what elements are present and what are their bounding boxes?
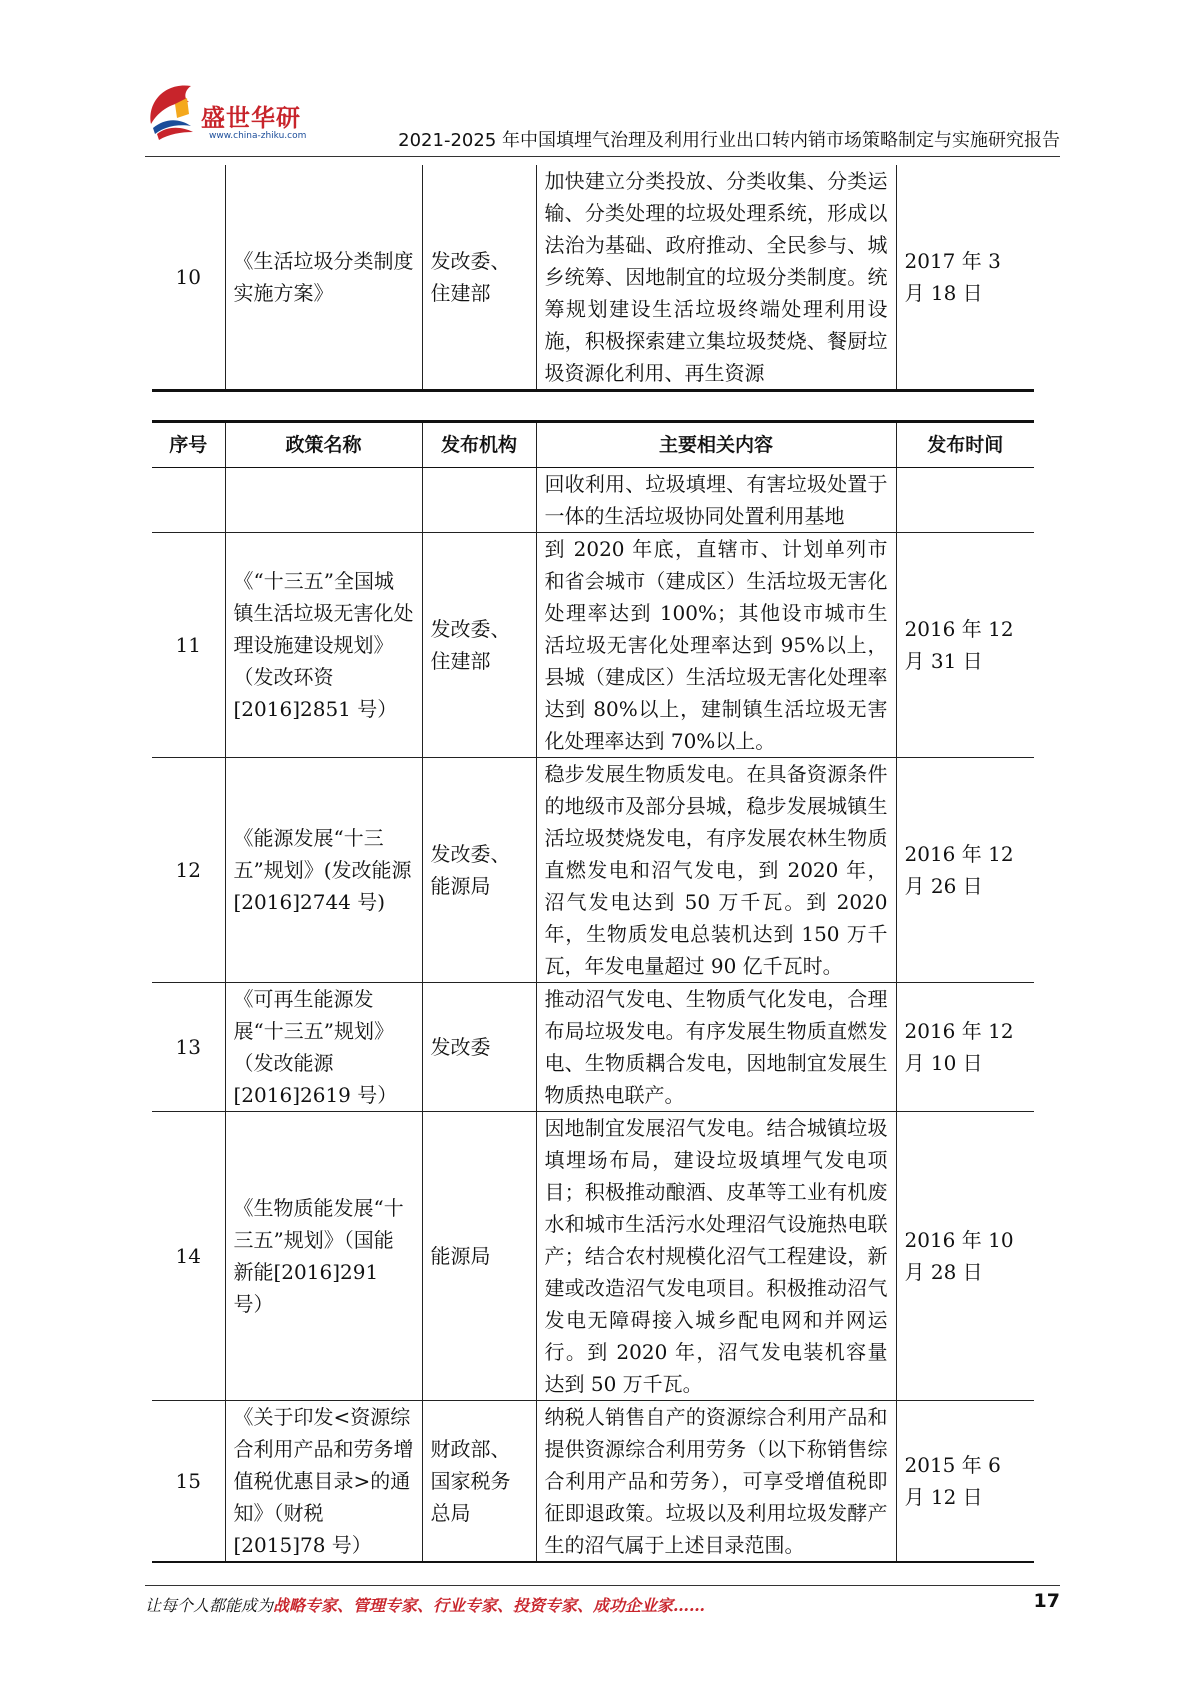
row-number: 10: [152, 165, 225, 391]
page-header: [145, 80, 1060, 160]
logo-url: www.china-zhiku.com: [209, 131, 307, 141]
row-number: 12: [152, 758, 225, 983]
header-policy-name: 政策名称: [225, 422, 422, 468]
policy-content: 稳步发展生物质发电。在具备资源条件的地级市及部分县城，稳步发展城镇生活垃圾焚烧发电，有序发展农林生物质直燃发电和沼气发电，到 2020 年，沼气发电达到 50 万千瓦。到 2020 年，生物质发电总装机达到 150 万千瓦，年发电量超过 90 亿千瓦时。: [536, 758, 896, 983]
header-divider: [145, 156, 1060, 157]
policy-name: [225, 468, 422, 533]
issue-date: 2016 年 12 月 10 日: [896, 983, 1034, 1112]
issue-date: 2017 年 3 月 18 日: [896, 165, 1034, 391]
policy-content: 纳税人销售自产的资源综合利用产品和提供资源综合利用劳务（以下称销售综合利用产品和劳务），可享受增值税即征即退政策。垃圾以及利用垃圾发酵产生的沼气属于上述目录范围。: [536, 1401, 896, 1563]
policy-name: 《生物质能发展“十三五”规划》（国能新能[2016]291 号）: [225, 1112, 422, 1401]
header-agency: 发布机构: [422, 422, 536, 468]
issuing-agency: [422, 468, 536, 533]
issuing-agency: 发改委、住建部: [422, 533, 536, 758]
policy-content: 回收利用、垃圾填埋、有害垃圾处置于一体的生活垃圾协同处置利用基地: [536, 468, 896, 533]
table-header-row: [152, 422, 1034, 468]
issue-date: [896, 468, 1034, 533]
row-number: [152, 468, 225, 533]
policy-name: 《可再生能源发展“十三五”规划》（发改能源[2016]2619 号）: [225, 983, 422, 1112]
issuing-agency: 发改委: [422, 983, 536, 1112]
issue-date: 2016 年 12 月 31 日: [896, 533, 1034, 758]
table-row: [152, 983, 1034, 1112]
issuing-agency: 发改委、住建部: [422, 165, 536, 391]
table-row: [152, 165, 1034, 391]
footer-slogan-highlight: 战略专家、管理专家、行业专家、投资专家、成功企业家……: [273, 1596, 706, 1615]
report-title: 2021-2025 年中国填埋气治理及利用行业出口转内销市场策略制定与实施研究报告: [398, 130, 1060, 151]
issue-date: 2015 年 6 月 12 日: [896, 1401, 1034, 1563]
issuing-agency: 发改委、能源局: [422, 758, 536, 983]
issue-date: 2016 年 10 月 28 日: [896, 1112, 1034, 1401]
row-number: 15: [152, 1401, 225, 1563]
header-content: 主要相关内容: [536, 422, 896, 468]
policy-content: 因地制宜发展沼气发电。结合城镇垃圾填埋场布局，建设垃圾填埋气发电项目；积极推动酿酒、皮革等工业有机废水和城市生活污水处理沼气设施热电联产；结合农村规模化沼气工程建设，新建或改造沼气发电项目。积极推动沼气发电无障碍接入城乡配电网和并网运行。到 2020 年，沼气发电装机容量达到 50 万千瓦。: [536, 1112, 896, 1401]
logo-emblem-icon: [145, 80, 205, 142]
policy-name: 《生活垃圾分类制度实施方案》: [225, 165, 422, 391]
table-row: [152, 533, 1034, 758]
issuing-agency: 能源局: [422, 1112, 536, 1401]
table-row: [152, 1401, 1034, 1563]
table-row: [152, 758, 1034, 983]
row-number: 13: [152, 983, 225, 1112]
policy-name: 《“十三五”全国城镇生活垃圾无害化处理设施建设规划》（发改环资[2016]2851 号）: [225, 533, 422, 758]
company-logo: [145, 80, 315, 150]
policy-content: 推动沼气发电、生物质气化发电，合理布局垃圾发电。有序发展生物质直燃发电、生物质耦合发电，因地制宜发展生物质热电联产。: [536, 983, 896, 1112]
footer-slogan: [145, 1593, 705, 1616]
logo-name: 盛世华研: [201, 104, 301, 132]
table-row: [152, 1112, 1034, 1401]
policy-name: 《关于印发<资源综合利用产品和劳务增值税优惠目录>的通知》（财税[2015]78 号）: [225, 1401, 422, 1563]
policy-table-continued: [152, 165, 1034, 392]
table-row: [152, 468, 1034, 533]
policy-content: 到 2020 年底，直辖市、计划单列市和省会城市（建成区）生活垃圾无害化处理率达到 100%；其他设市城市生活垃圾无害化处理率达到 95%以上，县城（建成区）生活垃圾无害化处理率达到 80%以上，建制镇生活垃圾无害化处理率达到 70%以上。: [536, 533, 896, 758]
row-number: 11: [152, 533, 225, 758]
header-date: 发布时间: [896, 422, 1034, 468]
header-number: 序号: [152, 422, 225, 468]
footer-slogan-lead: 让每个人都能成为: [145, 1596, 274, 1615]
issuing-agency: 财政部、国家税务总局: [422, 1401, 536, 1563]
footer-divider: [145, 1585, 1060, 1586]
policy-name: 《能源发展“十三五”规划》(发改能源[2016]2744 号): [225, 758, 422, 983]
row-number: 14: [152, 1112, 225, 1401]
page-number: 17: [1033, 1590, 1060, 1612]
policy-table: [152, 420, 1034, 1563]
issue-date: 2016 年 12 月 26 日: [896, 758, 1034, 983]
policy-content: 加快建立分类投放、分类收集、分类运输、分类处理的垃圾处理系统，形成以法治为基础、政府推动、全民参与、城乡统筹、因地制宜的垃圾分类制度。统筹规划建设生活垃圾终端处理利用设施，积极探索建立集垃圾焚烧、餐厨垃圾资源化利用、再生资源: [536, 165, 896, 391]
